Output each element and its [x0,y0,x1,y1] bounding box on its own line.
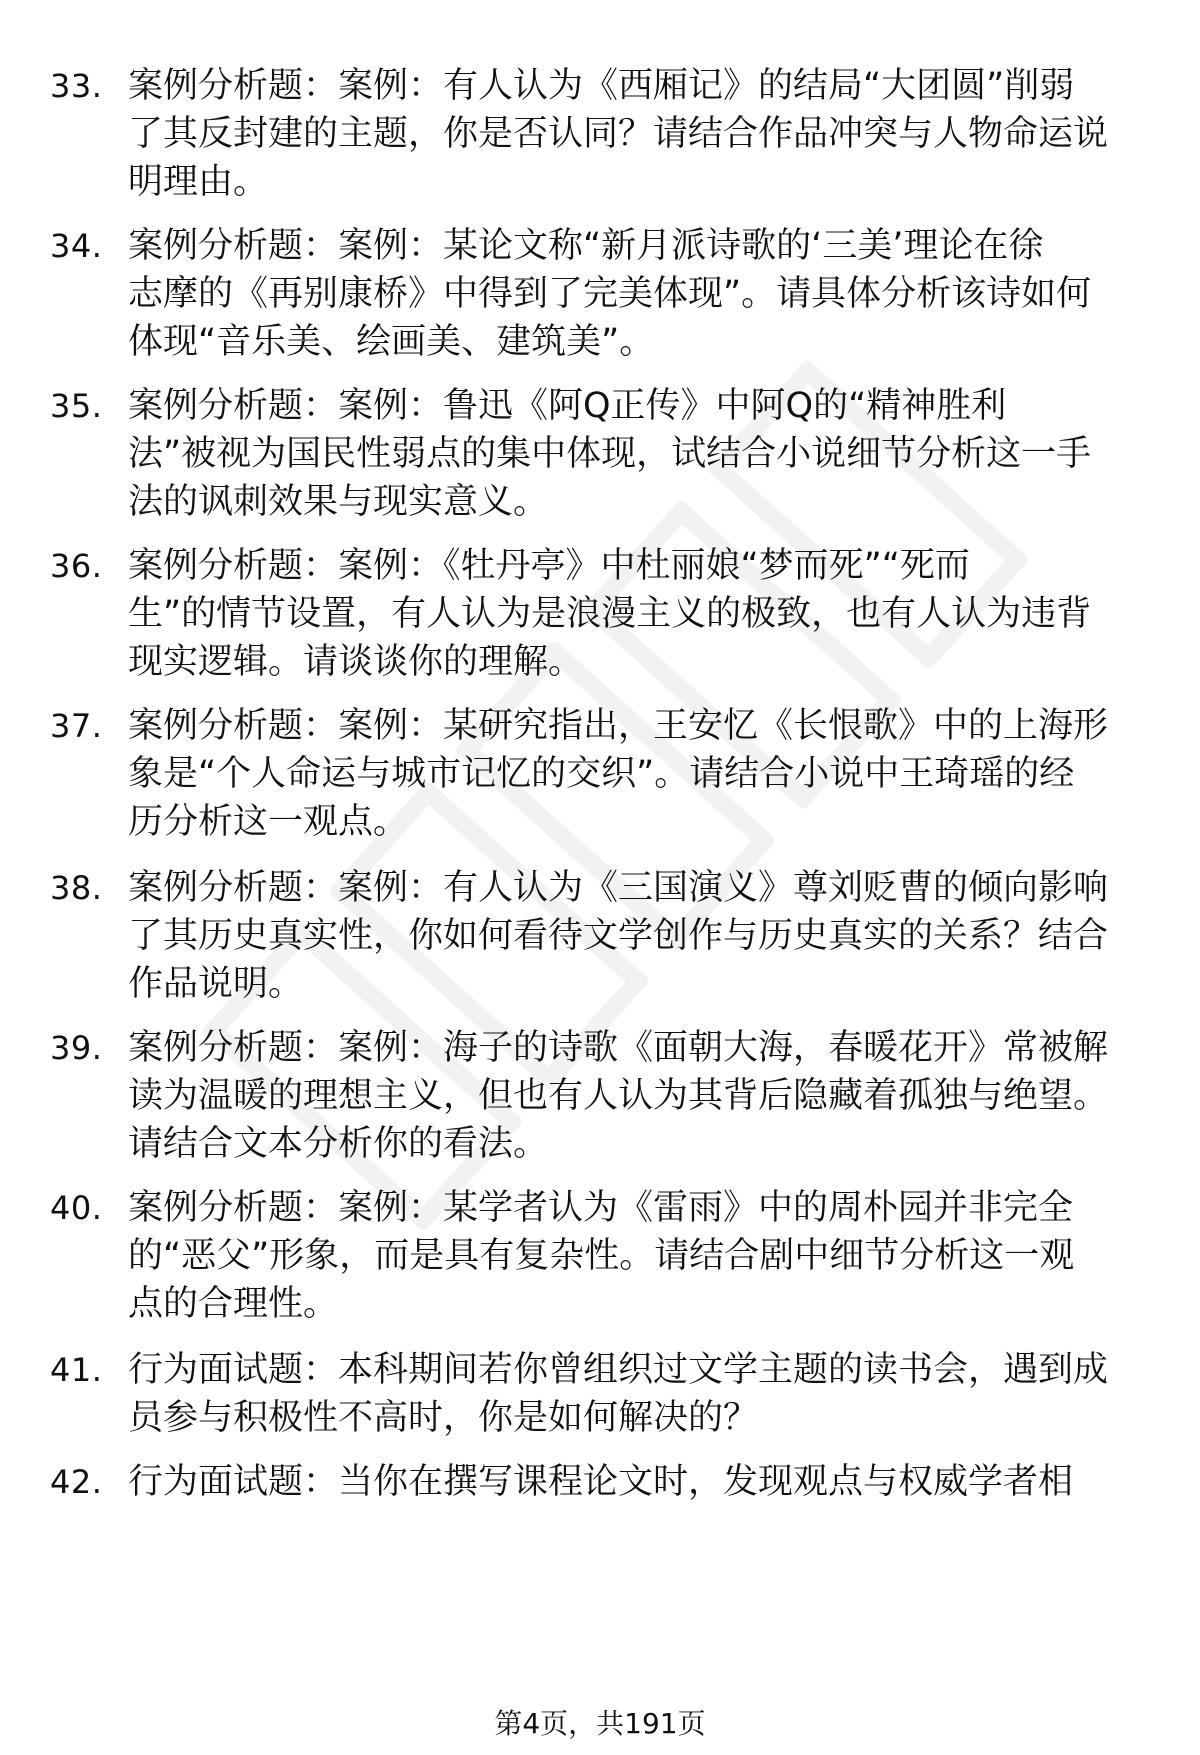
question-text-line: 现实逻辑。请谈谈你的理解。 [128,642,584,682]
page-number-label: 第4页，共191页 [494,1707,706,1740]
question-text-line: 生”的情节设置，有人认为是浪漫主义的极致，也有人认为违背 [128,594,1092,634]
question-text-line: 作品说明。 [128,964,304,1004]
question-text-line: 案例分析题：案例：某论文称“新月派诗歌的‘三美’理论在徐 [128,226,1044,266]
question-item [0,1458,1200,1618]
question-number: 34. [50,227,103,265]
question-number: 39. [50,1029,103,1067]
question-number: 42. [50,1463,103,1501]
question-text-line: 的“恶父”形象，而是具有复杂性。请结合剧中细节分析这一观 [128,1236,1075,1276]
question-text-line: 案例分析题：案例：有人认为《西厢记》的结局“大团圆”削弱 [128,66,1075,106]
question-item [0,864,1200,1024]
question-text-line: 点的合理性。 [128,1284,339,1324]
question-text-line: 法”被视为国民性弱点的集中体现，试结合小说细节分析这一手 [128,434,1092,474]
question-item [0,382,1200,542]
question-text-line: 读为温暖的理想主义，但也有人认为其背后隐藏着孤独与绝望。 [128,1076,1109,1116]
question-text-line: 行为面试题：当你在撰写课程论文时，发现观点与权威学者相 [128,1462,1074,1502]
question-number: 37. [50,707,103,745]
question-number: 41. [50,1351,103,1389]
question-number: 38. [50,869,103,907]
question-text-line: 象是“个人命运与城市记忆的交织”。请结合小说中王琦瑶的经 [128,754,1075,794]
question-number: 33. [50,67,103,105]
question-text-line: 案例分析题：案例：海子的诗歌《面朝大海，春暖花开》常被解 [128,1028,1109,1068]
question-text-line: 了其反封建的主题，你是否认同？请结合作品冲突与人物命运说 [128,114,1109,154]
question-text-line: 历分析这一观点。 [128,802,409,842]
question-item [0,62,1200,222]
question-text-line: 行为面试题：本科期间若你曾组织过文学主题的读书会，遇到成 [128,1350,1109,1390]
question-text-line: 案例分析题：案例：某研究指出，王安忆《长恨歌》中的上海形 [128,706,1109,746]
question-text-line: 志摩的《再别康桥》中得到了完美体现”。请具体分析该诗如何 [128,274,1092,314]
question-text-line: 案例分析题：案例：鲁迅《阿Q正传》中阿Q的“精神胜利 [128,386,1007,426]
question-number: 35. [50,387,103,425]
question-number: 36. [50,547,103,585]
question-text-line: 案例分析题：案例：某学者认为《雷雨》中的周朴园并非完全 [128,1188,1074,1228]
question-item [0,222,1200,382]
question-text-line: 案例分析题：案例：有人认为《三国演义》尊刘贬曹的倾向影响 [128,868,1109,908]
question-text-line: 体现“音乐美、绘画美、建筑美”。 [128,322,655,362]
question-item [0,702,1200,862]
question-text-line: 案例分析题：案例：《牡丹亭》中杜丽娘“梦而死”“死而 [128,546,970,586]
question-text-line: 员参与积极性不高时，你是如何解决的？ [128,1398,759,1438]
question-item [0,542,1200,702]
question-number: 40. [50,1189,103,1227]
question-item [0,1184,1200,1344]
question-text-line: 请结合文本分析你的看法。 [128,1124,549,1164]
question-text-line: 了其历史真实性，你如何看待文学创作与历史真实的关系？结合 [128,916,1109,956]
question-item [0,1024,1200,1184]
question-text-line: 明理由。 [128,162,269,202]
page-footer [0,1704,1200,1744]
question-text-line: 法的讽刺效果与现实意义。 [128,482,549,522]
